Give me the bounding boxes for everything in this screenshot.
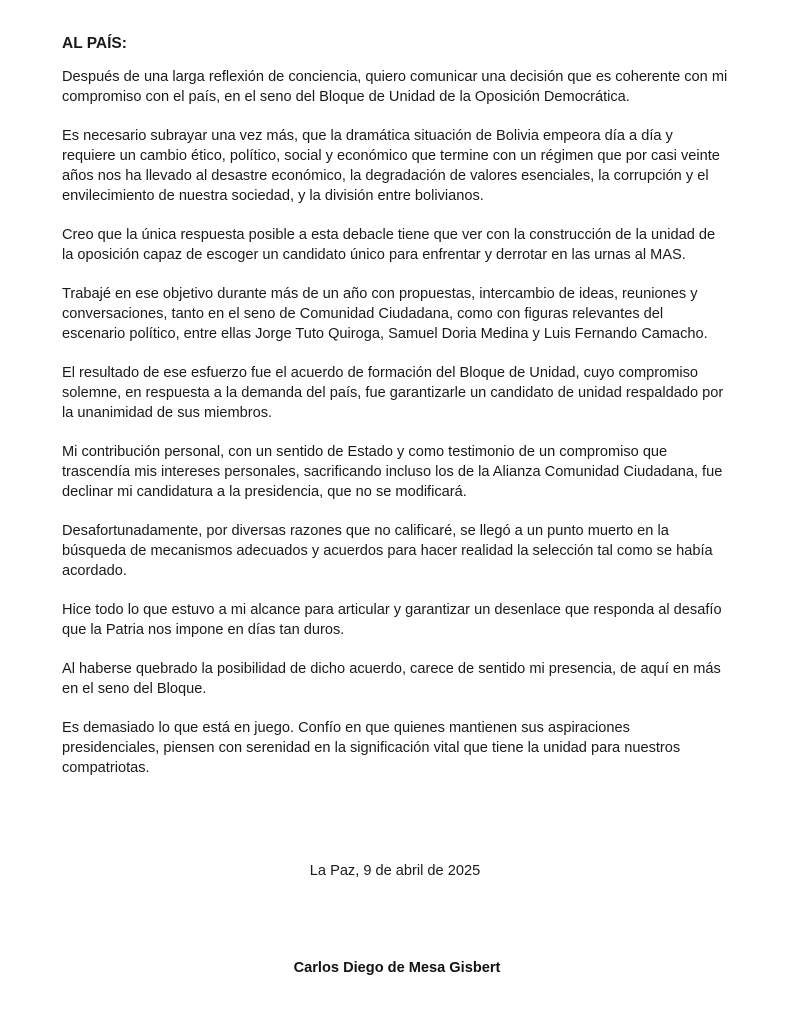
letter-salutation: AL PAÍS: (62, 35, 127, 52)
place-date: La Paz, 9 de abril de 2025 (309, 863, 481, 879)
paragraph: Al haberse quebrado la posibilidad de dicho acuerdo, carece de sentido mi presencia, de aquí en más en el seno del Bloque. (62, 661, 721, 697)
paragraph: Es demasiado lo que está en juego. Confío en que quienes mantienen sus aspiraciones presidenciales, piensen con serenidad en la significación vital que tiene la unidad para nuestros compatriotas. (62, 720, 681, 776)
paragraph: Hice todo lo que estuvo a mi alcance para articular y garantizar un desenlace que responda al desafío que la Patria nos impone en días tan duros. (62, 602, 722, 638)
paragraph: El resultado de ese esfuerzo fue el acuerdo de formación del Bloque de Unidad, cuyo compromiso solemne, en respuesta a la demanda del país, fue garantizarle un candidato de unidad respaldado por la unanimidad de sus miembros. (62, 365, 724, 421)
place-date-line (0, 861, 800, 881)
signature-line (0, 958, 800, 978)
letter-body (62, 67, 730, 797)
paragraph: Trabajé en ese objetivo durante más de un año con propuestas, intercambio de ideas, reuniones y conversaciones, tanto en el seno de Comunidad Ciudadana, como con figuras relevantes del escenario político, entre ellas Jorge Tuto Quiroga, Samuel Doria Medina y Luis Fernando Camacho. (62, 286, 708, 342)
paragraph: Creo que la única respuesta posible a esta debacle tiene que ver con la construcción de la unidad de la oposición capaz de escoger un candidato único para enfrentar y derrotar en las urnas al MAS. (62, 227, 716, 263)
paragraph: Es necesario subrayar una vez más, que la dramática situación de Bolivia empeora día a día y requiere un cambio ético, político, social y económico que termine con un régimen que por casi veinte años nos ha llevado al desastre económico, la degradación de valores esenciales, la corrupción y el envilecimiento de nuestra sociedad, y la división entre bolivianos. (62, 128, 720, 204)
paragraph: Después de una larga reflexión de conciencia, quiero comunicar una decisión que es coherente con mi compromiso con el país, en el seno del Bloque de Unidad de la Oposición Democrática. (62, 69, 728, 105)
paragraph: Mi contribución personal, con un sentido de Estado y como testimonio de un compromiso que trascendía mis intereses personales, sacrificando incluso los de la Alianza Comunidad Ciudadana, fue declinar mi candidatura a la presidencia, que no se modificará. (62, 444, 723, 500)
signature-name: Carlos Diego de Mesa Gisbert (293, 960, 501, 976)
paragraph: Desafortunadamente, por diversas razones que no calificaré, se llegó a un punto muerto en la búsqueda de mecanismos adecuados y acuerdos para hacer realidad la selección tal como se había acordado. (62, 523, 713, 579)
